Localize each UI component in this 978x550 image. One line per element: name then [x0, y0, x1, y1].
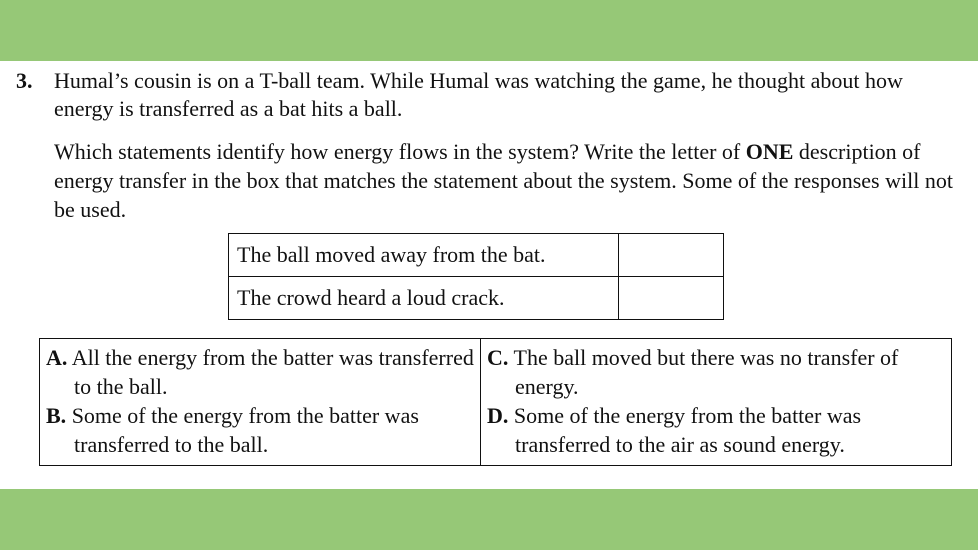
option-b — [46, 401, 474, 459]
option-letter: C. — [487, 345, 509, 370]
instruction-emphasis: ONE — [745, 139, 794, 164]
options-left-column — [40, 339, 481, 466]
options-table — [39, 338, 952, 466]
top-green-band — [0, 0, 978, 61]
question-instruction — [54, 137, 954, 224]
option-text: Some of the energy from the batter was transferred to the ball. — [71, 403, 419, 457]
question-number: 3. — [16, 68, 33, 93]
question-stem: Humal’s cousin is on a T-ball team. While Humal was watching the game, he thought about how energy is transferred as a bat hits a ball. — [54, 68, 903, 121]
option-c — [487, 343, 945, 401]
answer-box[interactable] — [619, 234, 724, 277]
option-text: All the energy from the batter was transferred to the ball. — [71, 345, 474, 399]
option-text: Some of the energy from the batter was transferred to the air as sound energy. — [513, 403, 862, 457]
option-letter: A. — [46, 345, 68, 370]
option-letter: D. — [487, 403, 509, 428]
statement-row — [229, 277, 724, 320]
statement-row — [229, 234, 724, 277]
answer-box[interactable] — [619, 277, 724, 320]
statement-text: The crowd heard a loud crack. — [229, 277, 619, 320]
instruction-text-end: description of energy transfer in the box that matches the statement about the system. Some of the responses will not be used. — [54, 139, 953, 222]
statement-table — [228, 233, 724, 320]
option-letter: B. — [46, 403, 67, 428]
option-a — [46, 343, 474, 401]
instruction-text-start: Which statements identify how energy flows in the system? Write the letter of — [54, 139, 746, 164]
option-text: The ball moved but there was no transfer of energy. — [513, 345, 899, 399]
statement-text: The ball moved away from the bat. — [229, 234, 619, 277]
options-right-column — [481, 339, 952, 466]
bottom-green-band — [0, 489, 978, 550]
option-d — [487, 401, 945, 459]
